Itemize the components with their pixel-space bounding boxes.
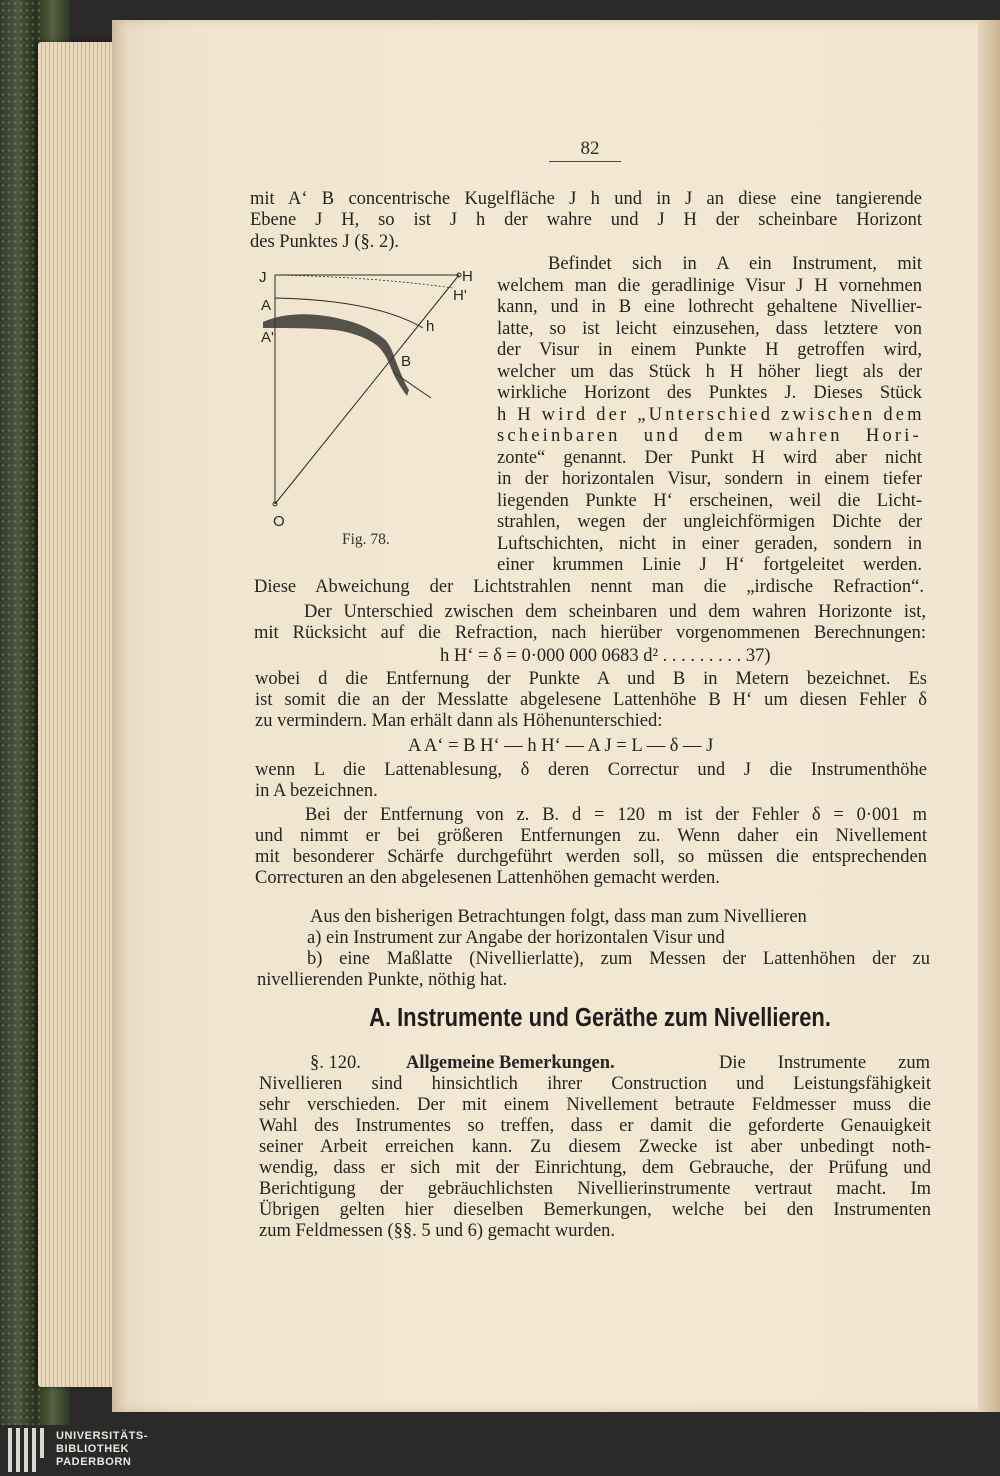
label-H: H [462, 268, 473, 285]
section-heading: A. Instrumente und Geräthe zum Nivellieren. [369, 1004, 831, 1032]
bei-line-2: und nimmt er bei größeren Entfernungen zu. Wenn daher ein Nivellement [255, 826, 927, 846]
label-J: J [259, 269, 267, 286]
section-line-1: Nivellieren sind hinsichtlich ihrer Construction und Leistungsfähigkeit [259, 1074, 931, 1094]
label-H-prime: H' [453, 287, 467, 304]
fig-para-line-4: latte, so ist leicht einzusehen, dass letztere von [497, 319, 922, 339]
fig-para-line-8: h H wird der „Unterschied zwischen dem [497, 405, 925, 425]
aus-line-1: Aus den bisherigen Betrachtungen folgt, dass man zum Nivellieren [310, 907, 807, 927]
section-line-3: Wahl des Instrumentes so treffen, dass er damit die geforderte Genauigkeit [259, 1116, 931, 1136]
intro-line-1: mit A‘ B concentrische Kugelfläche J h und in J an diese eine tangierende [250, 189, 922, 209]
aus-line-4: nivellierenden Punkte, nöthig hat. [257, 970, 508, 990]
label-O: O [273, 513, 285, 530]
label-A: A [261, 297, 272, 314]
figure-caption: Fig. 78. [342, 531, 390, 548]
bei-line-3: mit besonderer Schärfe durchgeführt werden soll, so müssen die entsprechenden [255, 847, 927, 867]
wobei-line-1: wobei d die Entfernung der Punkte A und B in Metern bezeichnet. Es [255, 669, 927, 689]
section-title: Allgemeine Bemerkungen. [406, 1053, 615, 1073]
section-line-8: zum Feldmessen (§§. 5 und 6) gemacht wurden. [259, 1221, 616, 1241]
fig-para-line-3: kann, und in B eine lothrecht gehaltene Nivellier- [497, 297, 922, 317]
wobei-line-3: zu vermindern. Man erhält dann als Höhenunterschied: [255, 711, 663, 731]
library-logo-icon [8, 1428, 46, 1472]
fig-para-line-9: scheinbaren und dem wahren Hori- [497, 426, 922, 446]
radius-line [275, 275, 459, 504]
terrain-profile [263, 314, 412, 396]
library-line-3: PADERBORN [56, 1456, 132, 1468]
fig-para-line-6: welcher um das Stück h H höher liegt als der [497, 362, 922, 382]
wenn-line-2: in A bezeichnen. [255, 781, 378, 801]
label-B: B [401, 353, 412, 370]
bei-line-4: Correcturen an den abgelesenen Lattenhöhen gemacht werden. [255, 868, 720, 888]
library-line-1: UNIVERSITÄTS- [56, 1430, 149, 1442]
page-number: 82 [580, 138, 600, 159]
label-A-prime: A' [261, 329, 274, 346]
section-line-7: Übrigen gelten hier dieselben Bemerkungen, welche bei den Instrumenten [259, 1200, 931, 1220]
wobei-line-2: ist somit die an der Messlatte abgelesene Lattenhöhe B H‘ um diesen Fehler δ [255, 690, 927, 710]
page-edges [38, 42, 118, 1387]
fig-para-line-13: strahlen, wegen der ungleichförmigen Dichte der [497, 512, 922, 532]
section-line-5: wendig, dass er sich mit der Einrichtung, dem Gebrauche, der Prüfung und [259, 1158, 931, 1178]
fig-para-line-5: der Visur in einem Punkte H getroffen wird, [497, 340, 922, 360]
section-line-4: seiner Arbeit erreichen kann. Zu diesem Zwecke ist aber unbedingt noth- [259, 1137, 931, 1157]
fig-para-line-11: in der horizontalen Visur, sondern in einem tiefer [497, 469, 922, 489]
formula-height-difference: A A‘ = B H‘ — h H‘ — A J = L — δ — J [408, 736, 714, 756]
label-h: h [426, 318, 435, 335]
formula-37: h H‘ = δ = 0·000 000 0683 d² . . . . . . . . . 37) [440, 646, 771, 666]
library-name [56, 1430, 216, 1469]
section-line-6: Berichtigung der gebräuchlichsten Nivellierinstrumente vertraut macht. Im [259, 1179, 931, 1199]
fig-para-line-2: welchem man die geradlinige Visur J H vornehmen [497, 276, 922, 296]
wenn-line-1: wenn L die Lattenablesung, δ deren Correctur und J die Instrumenthöhe [255, 760, 927, 780]
section-line-2: sehr verschieden. Der mit einem Nivellement betraute Feldmesser muss die [259, 1095, 931, 1115]
intro-line-2: Ebene J H, so ist J h der wahre und J H der scheinbare Horizont [250, 210, 922, 230]
aus-line-3: b) eine Maßlatte (Nivellierlatte), zum Messen der Lattenhöhen der zu [307, 949, 930, 969]
fig-para-line-1: Befindet sich in A ein Instrument, mit [548, 254, 922, 274]
library-line-2: BIBLIOTHEK [56, 1443, 130, 1455]
section-first-line-rest: Die Instrumente zum [719, 1053, 930, 1073]
figure-78 [255, 262, 490, 530]
page-number-rule [549, 161, 621, 162]
diff-line-2: mit Rücksicht auf die Refraction, nach hierüber vorgenommenen Berechnungen: [254, 623, 926, 643]
aus-line-2: a) ein Instrument zur Angabe der horizontalen Visur und [307, 928, 725, 948]
page-right-edge [978, 20, 1000, 1412]
section-number: §. 120. [310, 1053, 361, 1073]
fig-para-line-10: zonte“ genannt. Der Punkt H wird aber nicht [497, 448, 922, 468]
intro-line-3: des Punktes J (§. 2). [250, 232, 400, 252]
fig-para-line-15: einer krummen Linie J H‘ fortgeleitet werden. [497, 555, 922, 575]
fig-para-line-12: liegenden Punkte H‘ erscheinen, weil die Licht- [497, 491, 922, 511]
cover-texture [0, 0, 40, 1425]
fig-para-line-14: Luftschichten, nicht in einer geraden, sondern in [497, 534, 922, 554]
bei-line-1: Bei der Entfernung von z. B. d = 120 m ist der Fehler δ = 0·001 m [305, 805, 927, 825]
diff-line-1: Der Unterschied zwischen dem scheinbaren und dem wahren Horizonte ist, [304, 602, 926, 622]
refraction-line: Diese Abweichung der Lichtstrahlen nennt man die „irdische Refraction“. [254, 577, 924, 597]
refraction-curve [275, 275, 453, 288]
fig-para-line-7: wirkliche Horizont des Punktes J. Dieses Stück [497, 383, 922, 403]
